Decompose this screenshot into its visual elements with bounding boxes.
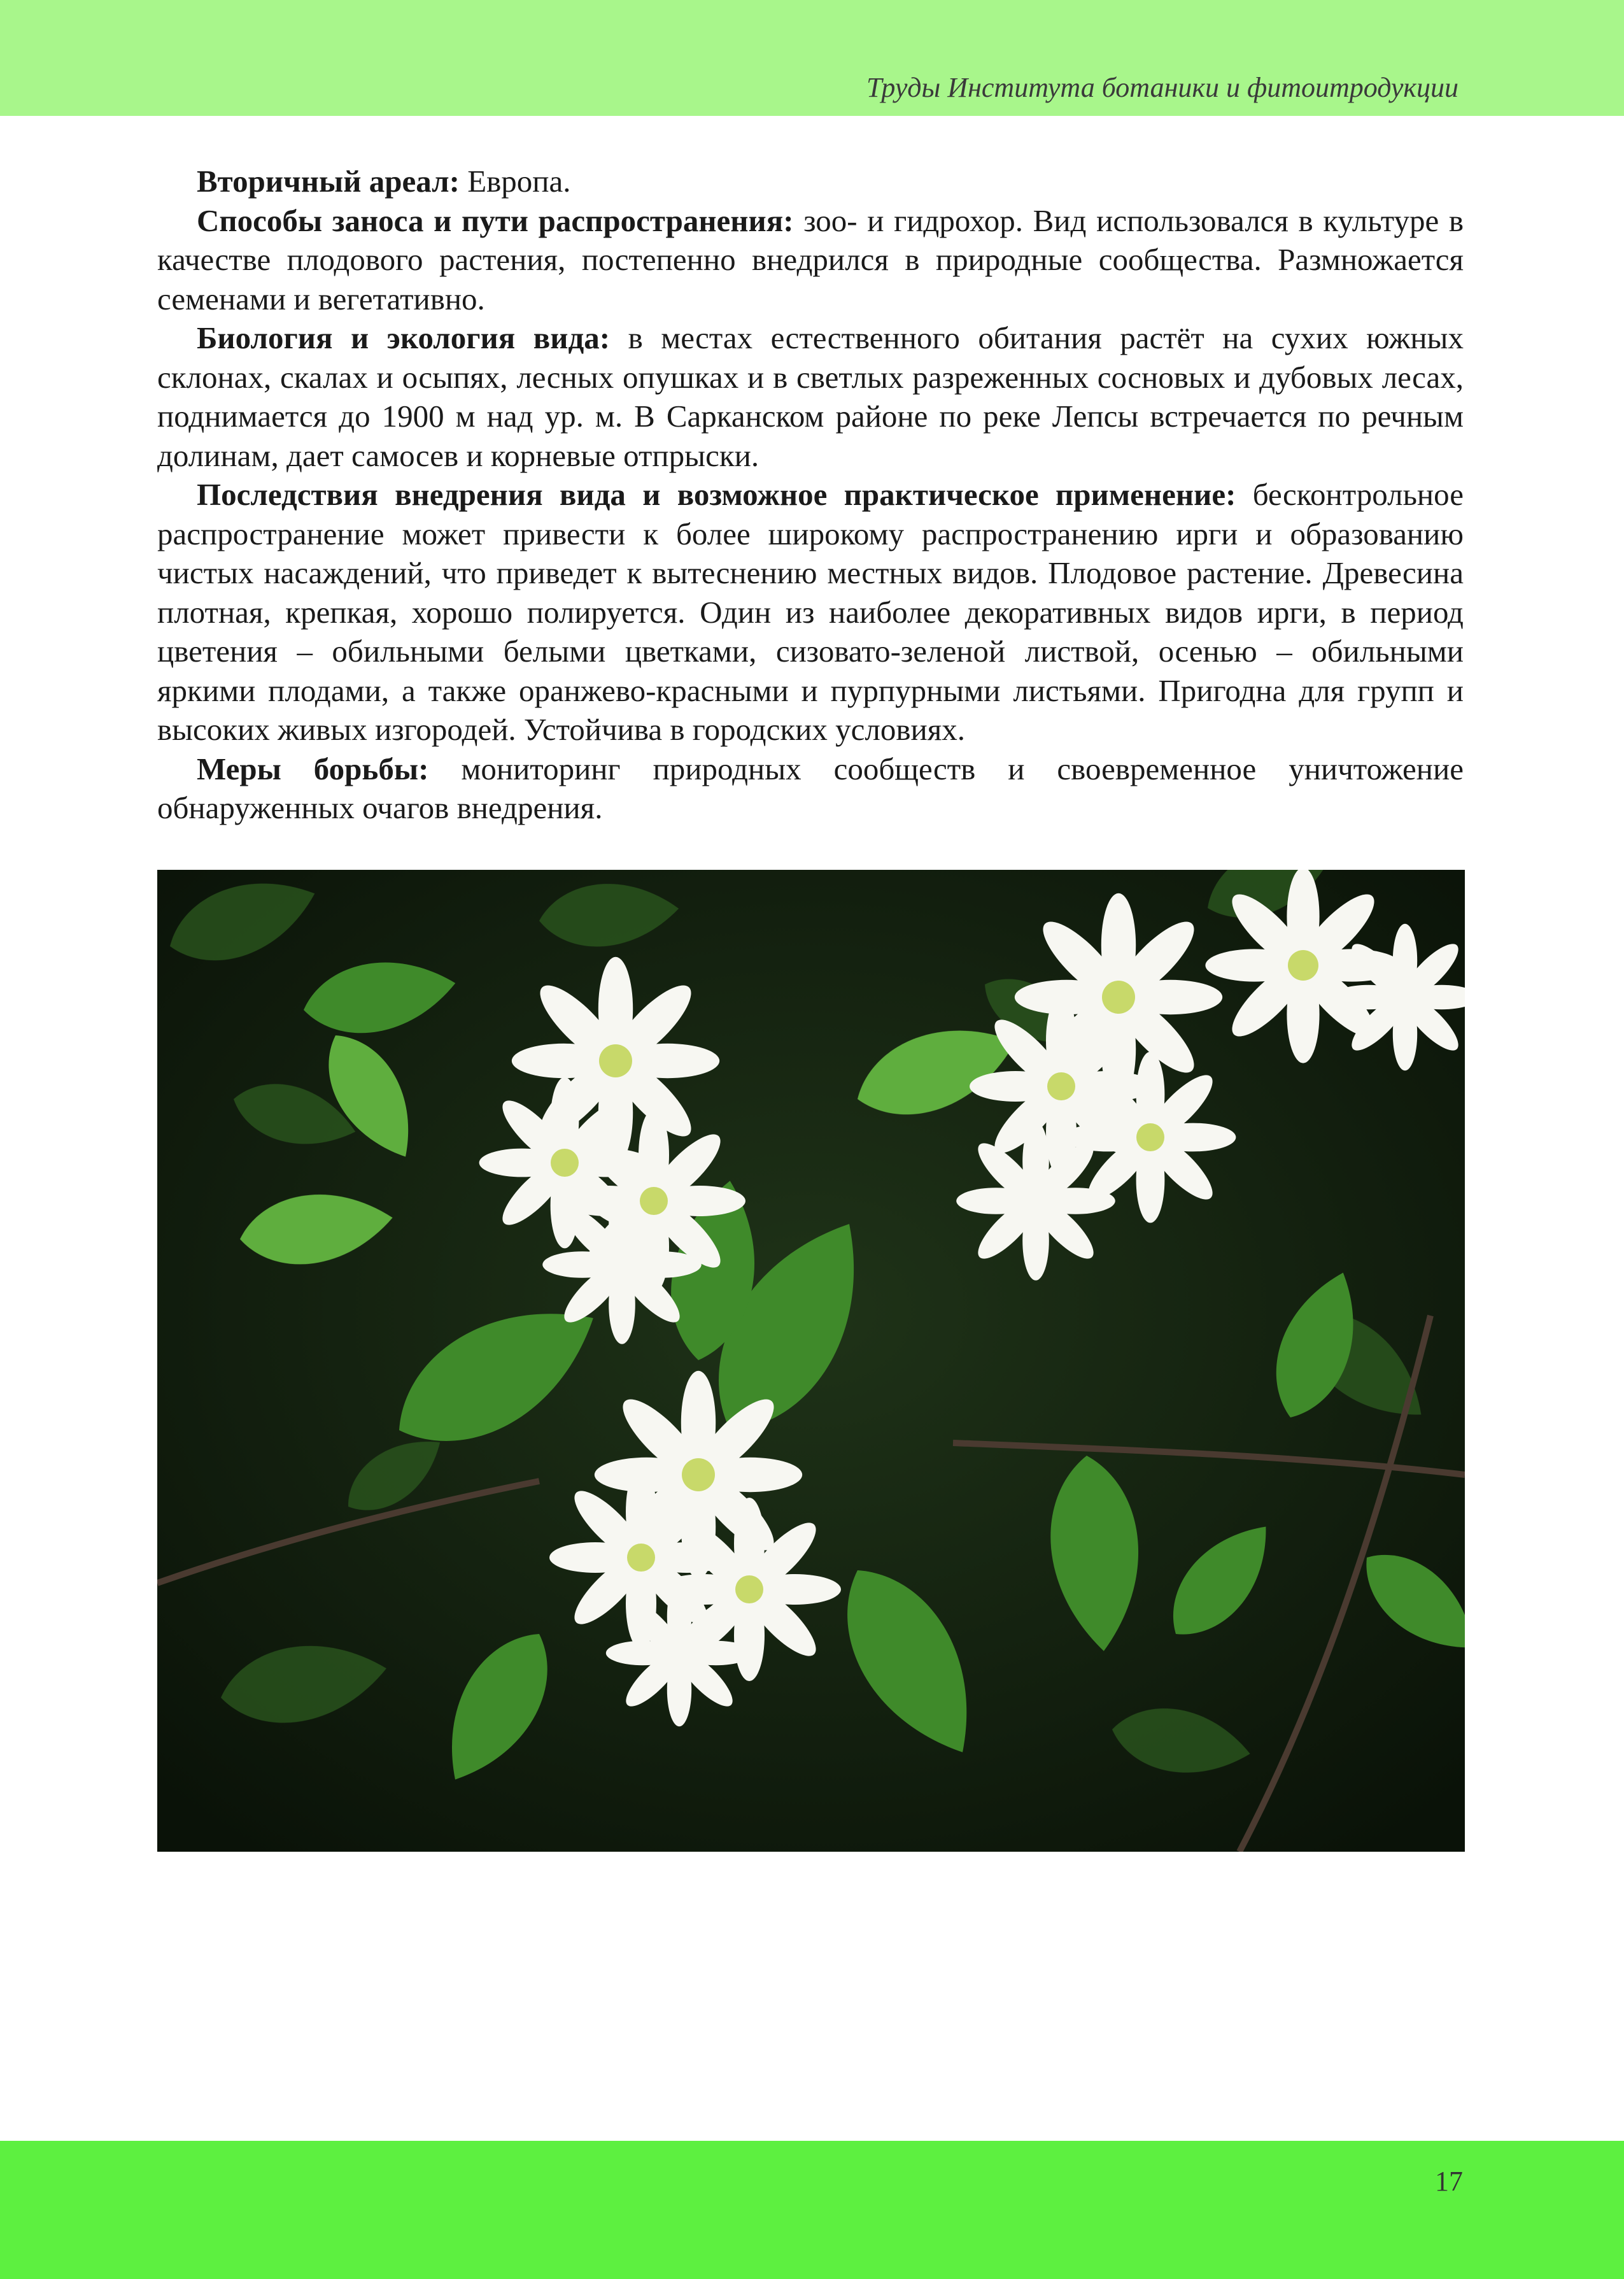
paragraph-text: зоо- и гидрохор. Вид использовался в культуре в качестве плодового растения, постепенно внедрился в природные сообщества. Размножается семенами и вегетативно. <box>157 202 1464 316</box>
running-title: Труды Института ботаники и фитоитродукции <box>866 72 1458 103</box>
paragraph-label: Биология и экология вида: <box>197 320 611 355</box>
paragraph-secondary-range <box>157 162 1464 201</box>
flowering-branch-photo <box>157 870 1465 1852</box>
paragraph-biology-ecology <box>157 318 1464 475</box>
page-number: 17 <box>1435 2166 1463 2197</box>
paragraph-label: Последствия внедрения вида и возможное практическое применение: <box>197 477 1236 512</box>
paragraph-label: Способы заноса и пути распространения: <box>197 202 794 238</box>
paragraph-text: Европа. <box>459 164 571 199</box>
paragraph-text: в местах естественного обитания растёт на сухих южных склонах, скалах и осыпях, лесных опушках и в светлых разреженных сосновых и дубовых лесах, поднимается до 1900 м над ур. м. В Сарканском районе по реке Лепсы встречается по речным долинам, дает самосев и корневые отпрыски. <box>157 320 1464 473</box>
paragraph-control-measures <box>157 749 1464 828</box>
article-body <box>157 162 1464 828</box>
paragraph-introduction-ways <box>157 201 1464 319</box>
paragraph-text: мониторинг природных сообществ и своевременное уничтожение обнаруженных очагов внедрения. <box>157 751 1464 825</box>
paragraph-consequences-use <box>157 475 1464 749</box>
paragraph-text: бесконтрольное распространение может привести к более широкому распространению ирги и образованию чистых насаждений, что приведет к вытеснению местных видов. Плодовое растение. Древесина плотная, крепкая, хорошо полируется. Один из наиболее декоративных видов ирги, в период цветения – обильными белыми цветками, сизовато-зеленой листвой, осенью – обильными яркими плодами, а также оранжево-красными и пурпурными листьями. Пригодна для групп и высоких живых изгородей. Устойчива в городских условиях. <box>157 477 1464 747</box>
footer-band <box>0 2141 1624 2279</box>
paragraph-label: Вторичный ареал: <box>197 164 460 199</box>
photo-illustration <box>157 870 1465 1852</box>
header-band <box>0 0 1624 116</box>
paragraph-label: Меры борьбы: <box>197 751 429 786</box>
